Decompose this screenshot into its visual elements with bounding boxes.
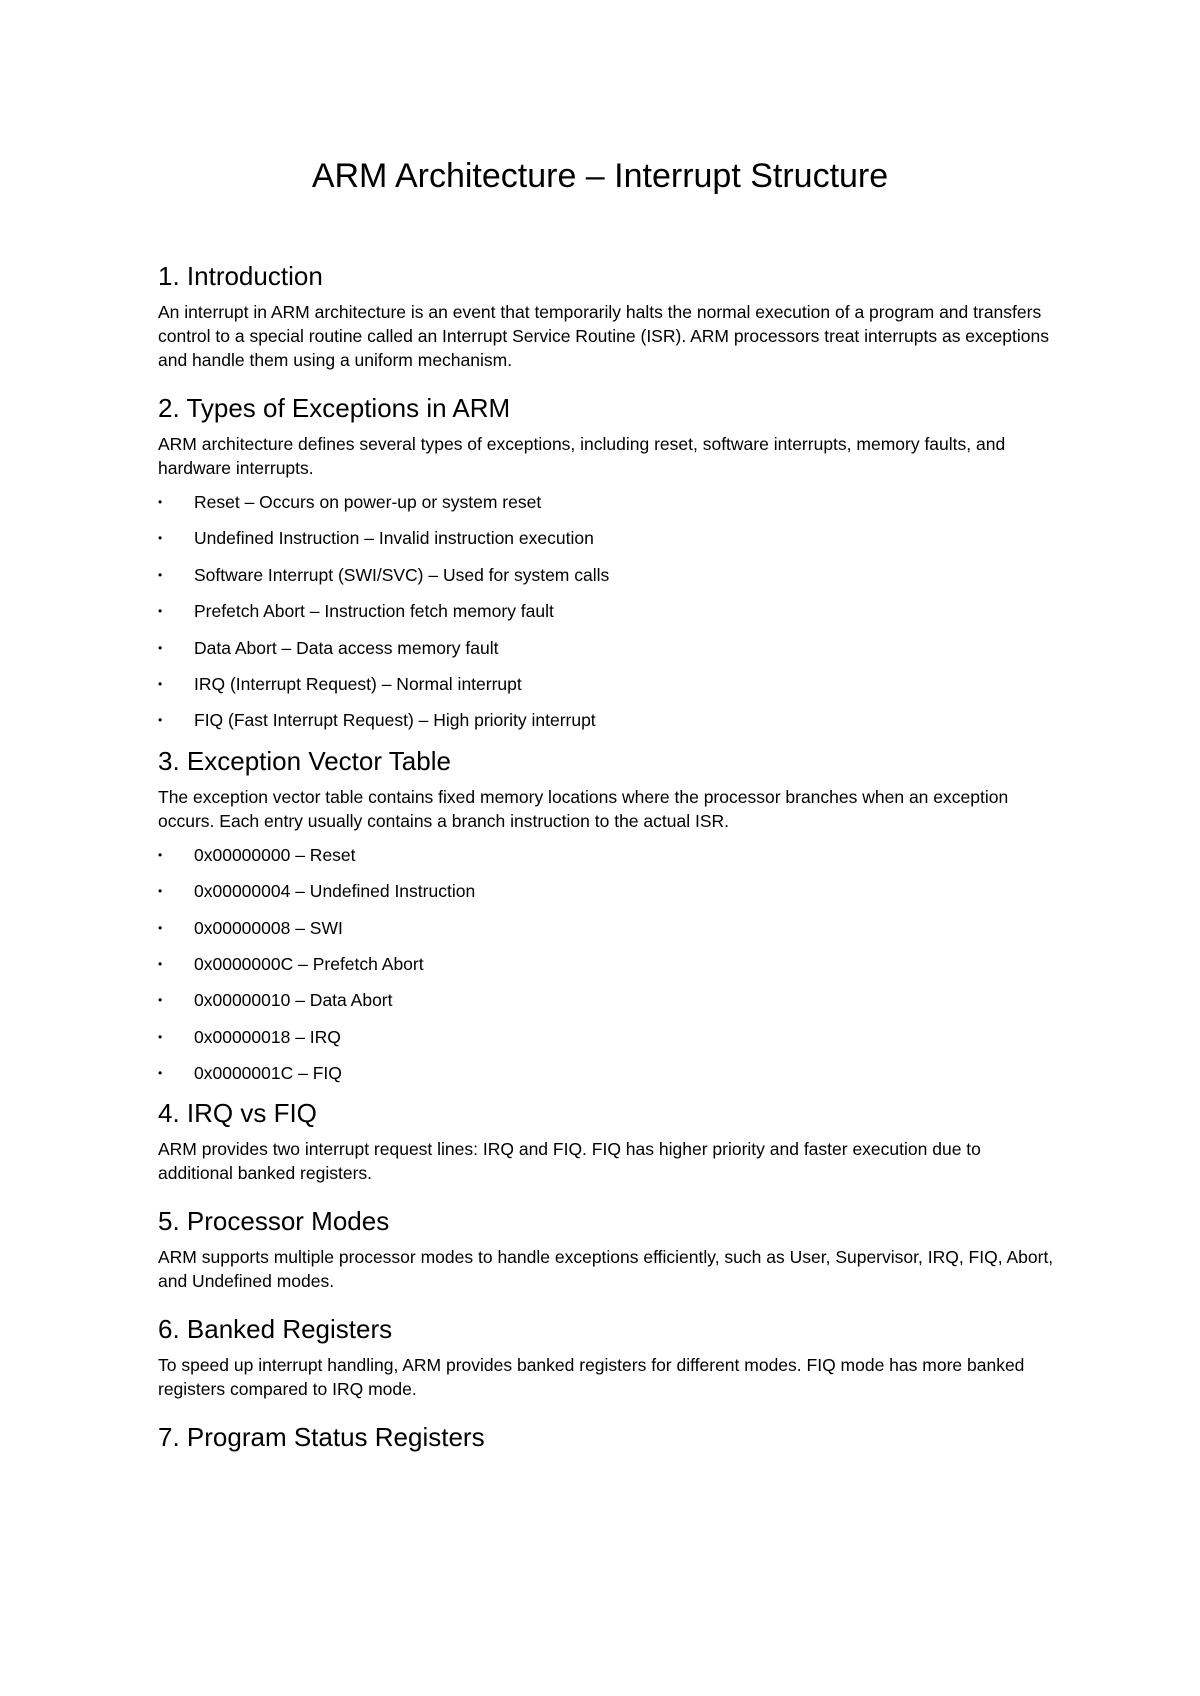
list-item-text: 0x00000000 – Reset	[194, 844, 356, 865]
section-program-status-registers	[158, 1421, 1058, 1453]
exception-types-list	[158, 490, 1058, 732]
bullet-icon: •	[158, 847, 163, 862]
bullet-icon: •	[158, 604, 163, 619]
list-item	[158, 916, 1058, 940]
list-item-text: 0x00000004 – Undefined Instruction	[194, 881, 476, 902]
list-item-text: IRQ (Interrupt Request) – Normal interrupt	[194, 673, 522, 694]
bullet-icon: •	[158, 993, 163, 1008]
section-banked-registers	[158, 1313, 1058, 1401]
list-item	[158, 988, 1058, 1012]
list-item	[158, 599, 1058, 623]
section-heading: 2. Types of Exceptions in ARM	[158, 393, 511, 423]
list-item-text: 0x00000010 – Data Abort	[194, 990, 393, 1011]
bullet-icon: •	[158, 676, 163, 691]
section-processor-modes	[158, 1205, 1058, 1293]
list-item	[158, 1061, 1058, 1085]
bullet-icon: •	[158, 640, 163, 655]
section-introduction	[158, 260, 1058, 372]
section-heading: 5. Processor Modes	[158, 1206, 390, 1237]
list-item-text: Prefetch Abort – Instruction fetch memory fault	[194, 601, 554, 622]
list-item	[158, 708, 1058, 732]
list-item-text: FIQ (Fast Interrupt Request) – High priority interrupt	[194, 710, 596, 731]
list-item-text: Software Interrupt (SWI/SVC) – Used for system calls	[194, 564, 610, 585]
list-item	[158, 843, 1058, 867]
section-paragraph: ARM architecture defines several types of exceptions, including reset, software interrupts, memory faults, and hardware interrupts.	[158, 434, 1006, 478]
bullet-icon: •	[158, 1066, 163, 1081]
list-item-text: Undefined Instruction – Invalid instruction execution	[194, 528, 594, 549]
section-types-of-exceptions	[158, 392, 1058, 732]
bullet-icon: •	[158, 531, 163, 546]
bullet-icon: •	[158, 920, 163, 935]
bullet-icon: •	[158, 884, 163, 899]
bullet-icon: •	[158, 713, 163, 728]
section-heading: 4. IRQ vs FIQ	[158, 1098, 317, 1129]
bullet-icon: •	[158, 956, 163, 971]
bullet-icon: •	[158, 1029, 163, 1044]
section-heading: 1. Introduction	[158, 261, 323, 291]
section-heading: 7. Program Status Registers	[158, 1422, 485, 1453]
section-exception-vector-table	[158, 745, 1058, 1085]
section-paragraph: ARM supports multiple processor modes to handle exceptions efficiently, such as User, Supervisor, IRQ, FIQ, Abort, and Undefined modes.	[158, 1247, 1054, 1292]
list-item	[158, 952, 1058, 976]
section-paragraph: An interrupt in ARM architecture is an event that temporarily halts the normal execution of a program and transfers control to a special routine called an Interrupt Service Routine (ISR). ARM processors treat interrupts as exceptions and handle them using a uniform mechanism.	[158, 302, 1049, 370]
document-title: ARM Architecture – Interrupt Structure	[311, 157, 889, 195]
section-paragraph: To speed up interrupt handling, ARM provides banked registers for different modes. FIQ mode has more banked registers compared to IRQ mode.	[158, 1355, 1025, 1400]
section-paragraph: The exception vector table contains fixed memory locations where the processor branches when an exception occurs. Each entry usually contains a branch instruction to the actual ISR.	[158, 786, 1009, 831]
list-item-text: 0x00000008 – SWI	[194, 917, 343, 938]
list-item	[158, 636, 1058, 660]
list-item	[158, 879, 1058, 903]
bullet-icon: •	[158, 567, 163, 582]
list-item	[158, 490, 1058, 514]
bullet-icon: •	[158, 495, 163, 509]
section-heading: 6. Banked Registers	[158, 1314, 393, 1345]
list-item-text: 0x0000001C – FIQ	[194, 1063, 342, 1084]
list-item	[158, 1025, 1058, 1049]
section-irq-vs-fiq	[158, 1097, 1058, 1185]
section-heading: 3. Exception Vector Table	[158, 745, 451, 776]
list-item-text: Reset – Occurs on power-up or system reset	[194, 492, 542, 512]
list-item-text: 0x00000018 – IRQ	[194, 1026, 341, 1047]
vector-table-list	[158, 843, 1058, 1085]
list-item-text: 0x0000000C – Prefetch Abort	[194, 953, 424, 974]
document-body	[158, 260, 1058, 1461]
list-item	[158, 526, 1058, 550]
list-item	[158, 563, 1058, 587]
list-item	[158, 672, 1058, 696]
section-paragraph: ARM provides two interrupt request lines: IRQ and FIQ. FIQ has higher priority and faster execution due to additional banked registers.	[158, 1139, 981, 1184]
list-item-text: Data Abort – Data access memory fault	[194, 637, 499, 658]
